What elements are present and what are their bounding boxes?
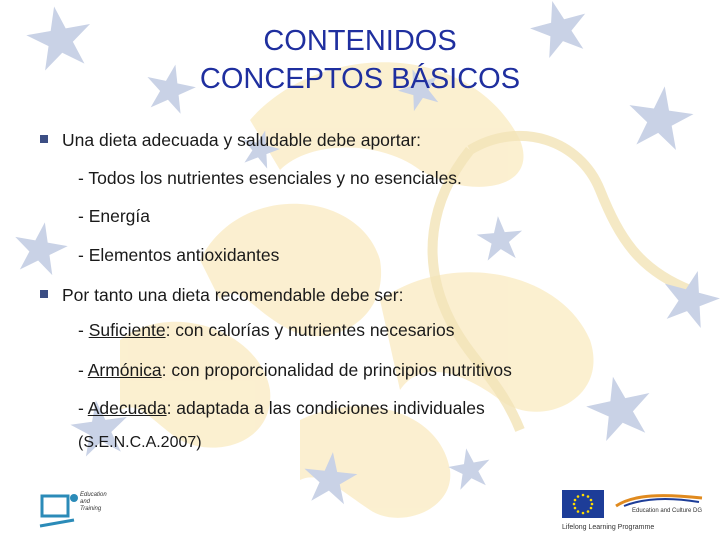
logo-line: Training [80, 506, 102, 512]
citation: (S.E.N.C.A.2007) [78, 434, 202, 451]
eu-dg-text: Education and Culture DG [632, 508, 703, 514]
item-prefix: - [78, 398, 88, 418]
bullet-2-item-1 [78, 320, 454, 341]
bullet-2-text: Por tanto una dieta recomendable debe ser: [62, 285, 404, 305]
bullet-1-item-1: - Todos los nutrientes esenciales y no esenciales. [78, 168, 462, 188]
square-bullet-icon [40, 290, 48, 298]
item-rest: : con proporcionalidad de principios nutritivos [161, 360, 512, 380]
item-rest: : con calorías y nutrientes necesarios [165, 320, 455, 340]
title-line-1: CONTENIDOS [263, 25, 457, 57]
education-training-text [80, 492, 107, 513]
item-rest: : adaptada a las condiciones individuales [166, 398, 485, 418]
square-bullet-icon [40, 135, 48, 143]
item-prefix: - [78, 320, 89, 340]
computer-icon [38, 490, 80, 530]
slide-title [0, 22, 720, 98]
logo-line: and [80, 499, 91, 505]
bullet-1 [40, 130, 421, 151]
title-line-2: CONCEPTOS BÁSICOS [199, 63, 521, 95]
logo-line: Education [80, 492, 107, 498]
term-armonica: Armónica [87, 360, 162, 380]
eu-programme-logo [560, 488, 710, 536]
bullet-2 [40, 285, 403, 306]
item-prefix: - [78, 360, 88, 380]
bullet-1-item-2: - Energía [78, 206, 150, 226]
llp-text: Lifelong Learning Programme [562, 524, 655, 531]
bullet-2-item-2 [78, 360, 512, 381]
bullet-1-text: Una dieta adecuada y saludable debe aportar: [62, 130, 422, 150]
bullet-1-item-3: - Elementos antioxidantes [78, 245, 280, 265]
eu-flag-icon [562, 490, 604, 518]
term-suficiente: Suficiente [88, 320, 166, 340]
education-training-logo [38, 490, 118, 534]
swoosh-icon [614, 492, 704, 508]
bullet-2-item-3 [78, 398, 485, 419]
term-adecuada: Adecuada [87, 398, 167, 418]
